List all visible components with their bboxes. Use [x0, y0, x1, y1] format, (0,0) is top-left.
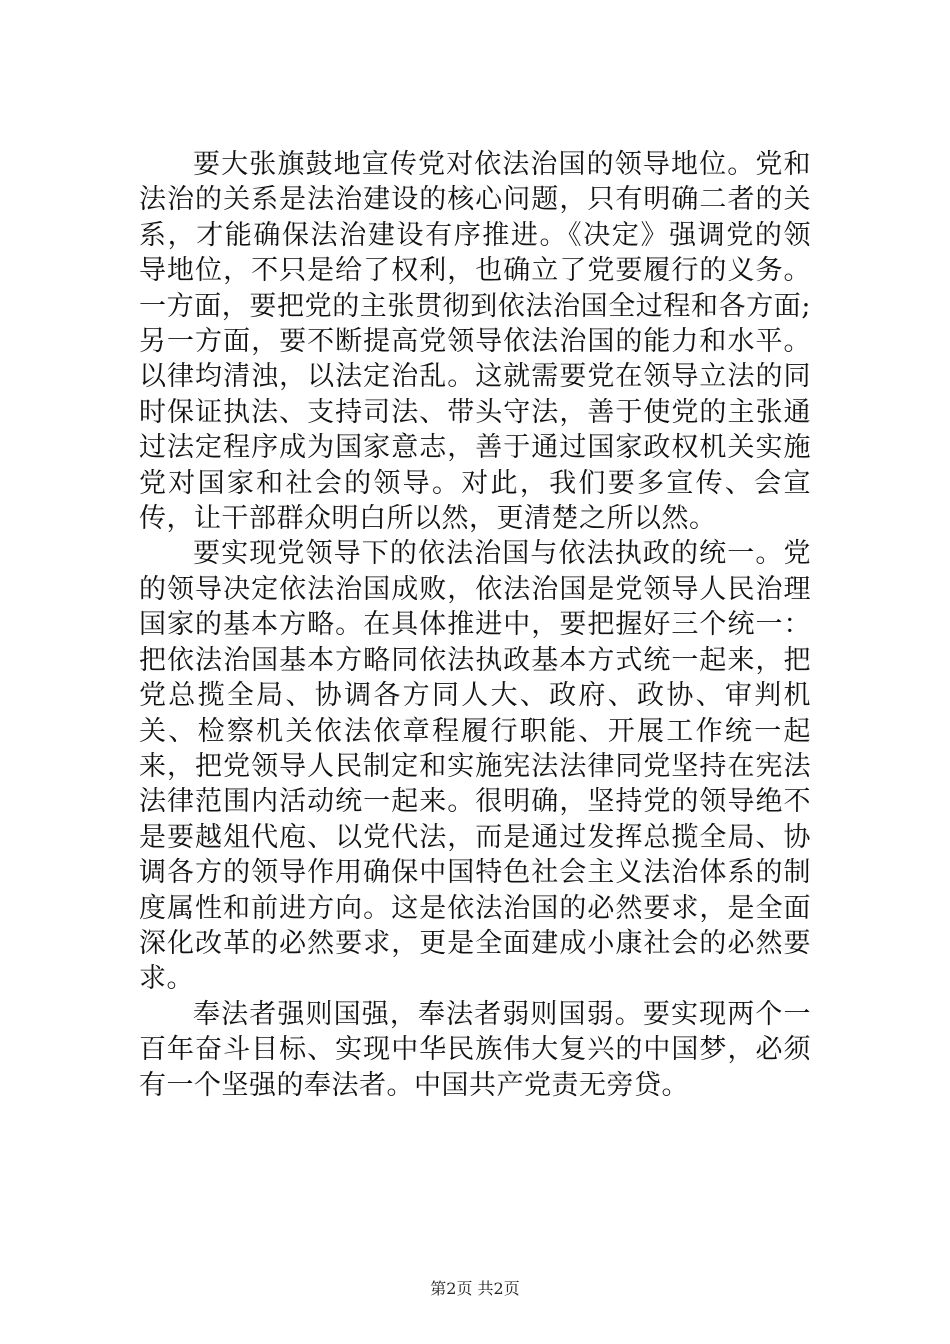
document-body — [139, 147, 811, 1103]
paragraph-party-leadership: 要大张旗鼓地宣传党对依法治国的领导地位。党和法治的关系是法治建设的核心问题，只有明确二者的关系，才能确保法治建设有序推进。《决定》强调党的领导地位，不只是给了权利，也确立了党要履行的义务。一方面，要把党的主张贯彻到依法治国全过程和各方面;另一方面，要不断提高党领导依法治国的能力和水平。以律均清浊，以法定治乱。这就需要党在领导立法的同时保证执法、支持司法、带头守法，善于使党的主张通过法定程序成为国家意志，善于通过国家政权机关实施党对国家和社会的领导。对此，我们要多宣传、会宣传，让干部群众明白所以然，更清楚之所以然。 — [139, 149, 811, 535]
paragraph-law-abiders: 奉法者强则国强，奉法者弱则国弱。要实现两个一百年奋斗目标、实现中华民族伟大复兴的中国梦，必须有一个坚强的奉法者。中国共产党责无旁贷。 — [139, 998, 811, 1101]
paragraph-rule-of-law-unity: 要实现党领导下的依法治国与依法执政的统一。党的领导决定依法治国成败，依法治国是党领导人民治理国家的基本方略。在具体推进中，要把握好三个统一：把依法治国基本方略同依法执政基本方式统一起来，把党总揽全局、协调各方同人大、政府、政协、审判机关、检察机关依法依章程履行职能、开展工作统一起来，把党领导人民制定和实施宪法法律同党坚持在宪法法律范围内活动统一起来。很明确，坚持党的领导绝不是要越俎代庖、以党代法，而是通过发挥总揽全局、协调各方的领导作用确保中国特色社会主义法治体系的制度属性和前进方向。这是依法治国的必然要求，是全面深化改革的必然要求，更是全面建成小康社会的必然要求。 — [139, 538, 811, 995]
page-number-footer: 第2页 共2页 — [430, 1279, 520, 1298]
